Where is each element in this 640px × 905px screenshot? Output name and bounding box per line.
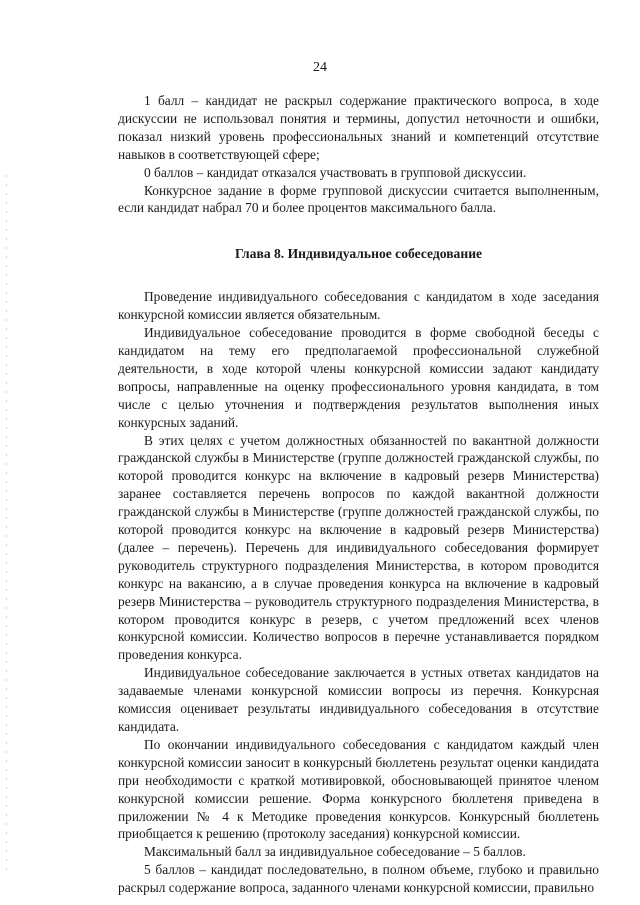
paragraph-interview-format: Индивидуальное собеседование проводится в форме свободной беседы с кандидатом на тему его предполагаемой профессиональной служебной деятельности, в ходе которой члены конкурсной комиссии задают кандидату вопросы, направленные на оценку профессионального уровня кандидата, в том числе с целью уточнения и подтверждения результатов выполнения иных конкурсных заданий.: [118, 325, 599, 430]
paragraph-score-1: 1 балл – кандидат не раскрыл содержание практического вопроса, в ходе дискуссии не использовал понятия и термины, допустил неточности и ошибки, показал низкий уровень профессиональных знаний и компетенций отсутствие навыков в соответствующей сфере;: [118, 93, 599, 162]
paragraph-interview-mandatory: Проведение индивидуального собеседования с кандидатом в ходе заседания конкурсной комиссии является обязательным.: [118, 289, 599, 323]
paragraph-oral-answers: Индивидуальное собеседование заключается в устных ответах кандидатов на задаваемые членами конкурсной комиссии вопросы из перечня. Конкурсная комиссия оценивает результаты индивидуального собеседования в отсутствие кандидата.: [118, 665, 599, 734]
paragraph-max-score: Максимальный балл за индивидуальное собеседование – 5 баллов.: [144, 844, 526, 860]
chapter-heading: Глава 8. Индивидуальное собеседование: [234, 246, 483, 262]
paragraph-question-list: В этих целях с учетом должностных обязанностей по вакантной должности гражданской службы в Министерстве (группе должностей гражданской службы, по которой проводится конкурс на включение в кадровый резерв Министерства) заранее составляется перечень вопросов по каждой вакантной должности гражданской службы в Министерстве (группе должностей гражданской службы, по которой проводится конкурс на включение в кадровый резерв Министерства) (далее – перечень). Перечень для индивидуального собеседования формирует руководитель структурного подразделения Министерства, в котором проводится конкурс на вакансию, а в случае проведения конкурса на включение в кадровый резерв Министерства – руководитель структурного подразделения Министерства, в котором проводится конкурс в резерв, с учетом предложений всех членов конкурсной комиссии. Количество вопросов в перечне устанавливается порядком проведения конкурса.: [118, 432, 599, 663]
page-number: 24: [313, 60, 327, 75]
scan-edge-artifact: [6, 175, 7, 875]
paragraph-ballot: По окончании индивидуального собеседования с кандидатом каждый член конкурсной комиссии заносит в конкурсный бюллетень результат оценки кандидата при необходимости с краткой мотивировкой, обосновывающей принятое членом конкурсной комиссии решение. Форма конкурсного бюллетеня приведена в приложении № 4 к Методике проведения конкурсов. Конкурсный бюллетень приобщается к решению (протоколу заседания) конкурсной комиссии.: [118, 736, 599, 842]
paragraph-score-5: 5 баллов – кандидат последовательно, в полном объеме, глубоко и правильно раскрыл содержание вопроса, заданного членами конкурсной комиссии, правильно: [118, 862, 599, 896]
document-body: [118, 92, 599, 897]
paragraph-completion-rule: Конкурсное задание в форме групповой дискуссии считается выполненным, если кандидат набрал 70 и более процентов максимального балла.: [118, 182, 599, 216]
paragraph-score-0: 0 баллов – кандидат отказался участвовать в групповой дискуссии.: [144, 164, 527, 180]
